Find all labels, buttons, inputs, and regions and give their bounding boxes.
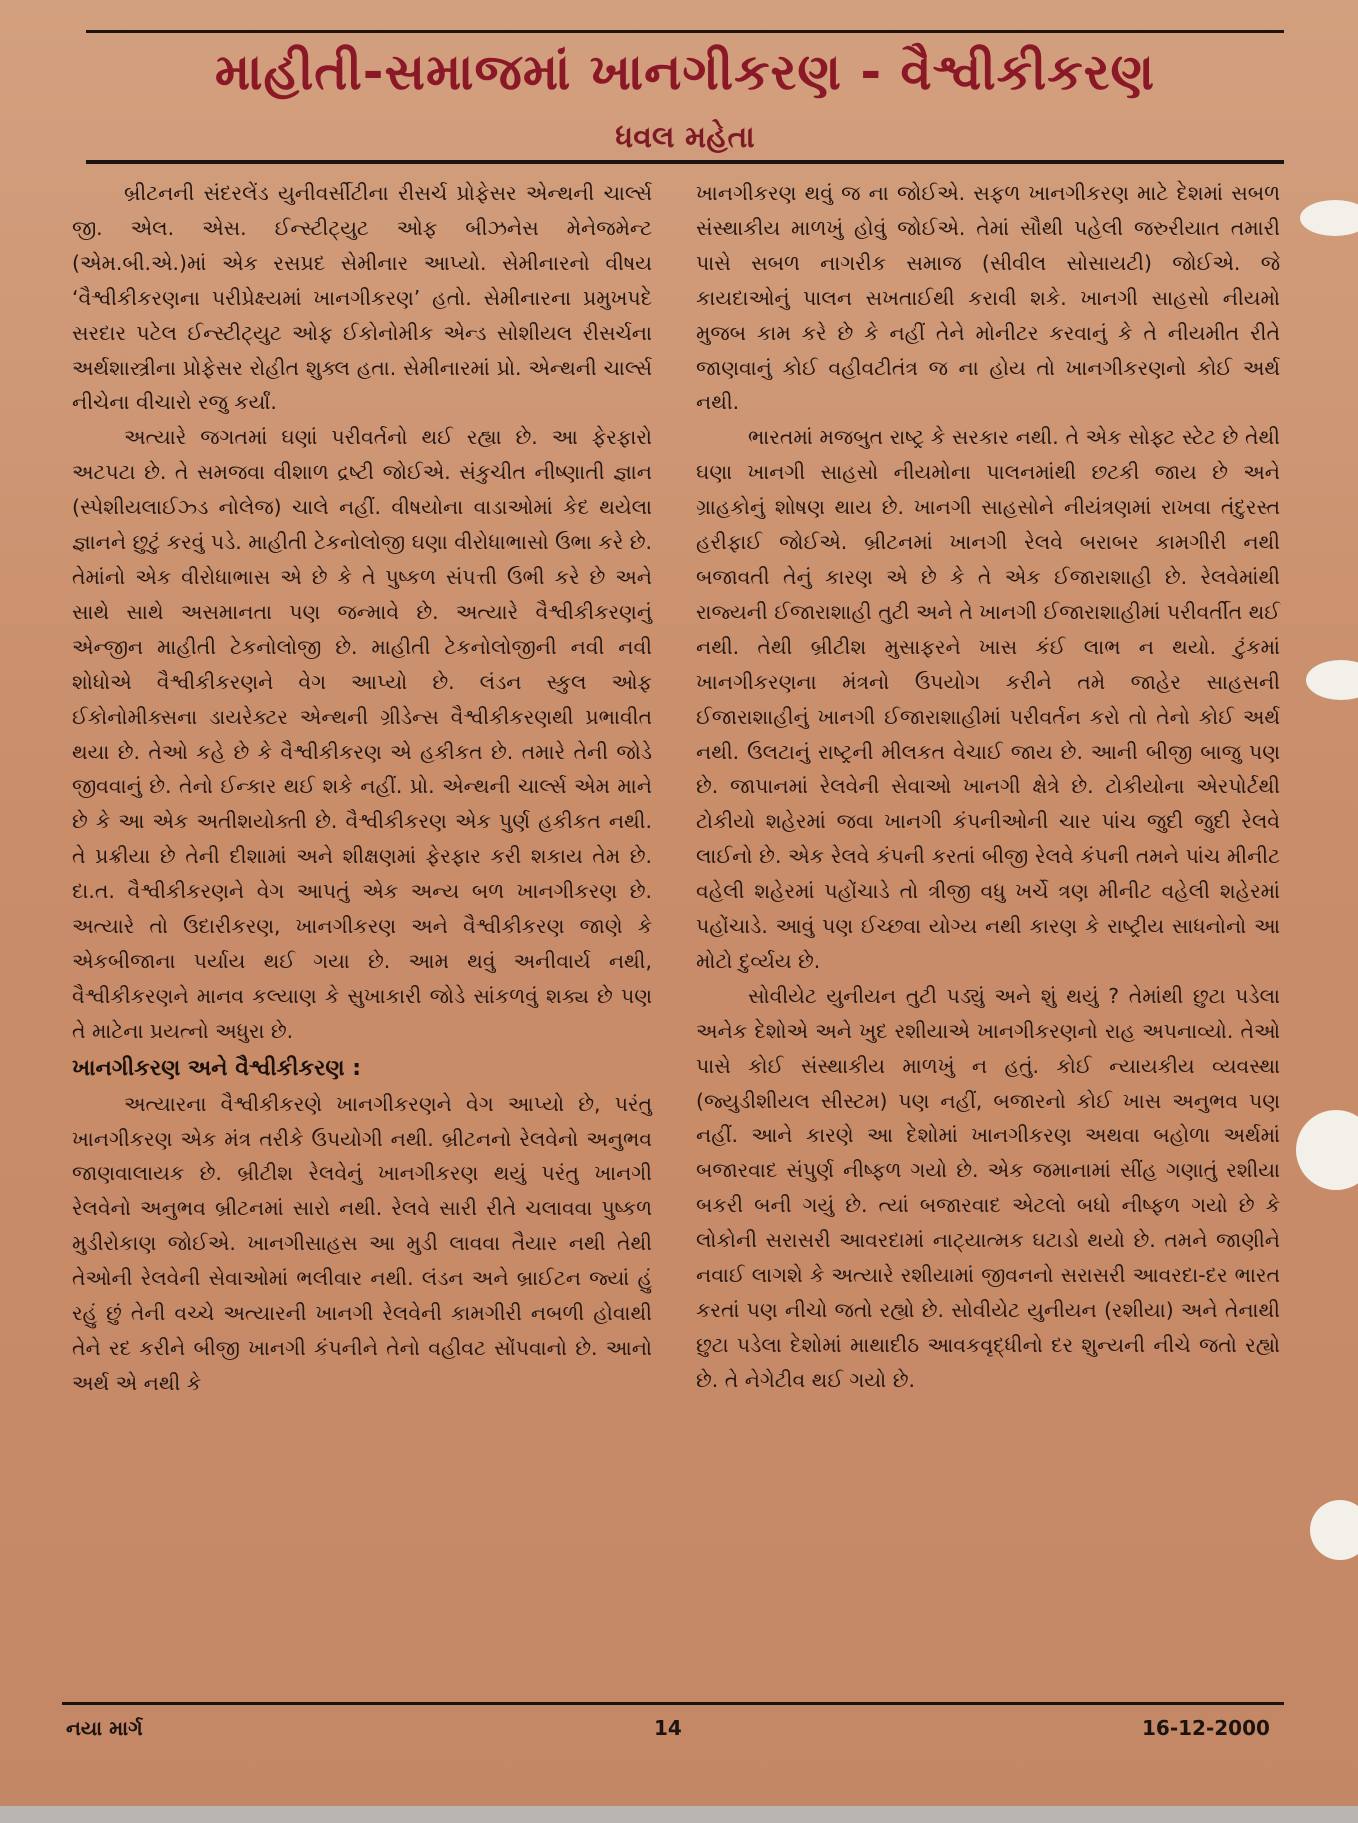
paragraph: અત્યારના વૈશ્વીકીકરણે ખાનગીકરણને વેગ આપ્યો છે, પરંતુ ખાનગીકરણ એક મંત્ર તરીકે ઉપયોગી નથી. બ્રીટનનો રેલવેનો અનુભવ જાણવાલાયક છે. બ્રીટીશ રેલવેનું ખાનગીકરણ થયું પરંતુ ખાનગી રેલવેનો અનુભવ બ્રીટનમાં સારો નથી. રેલવે સારી રીતે ચલાવવા પુષ્કળ મુડીરોકાણ જોઈએ. ખાનગીસાહસ આ મુડી લાવવા તૈયાર નથી તેથી તેઓની રેલવેની સેવાઓમાં ભલીવાર નથી. લંડન અને બ્રાઈટન જ્યાં હું રહું છું તેની વચ્ચે અત્યારની ખાનગી રેલવેની કામગીરી નબળી હોવાથી તેને રદ કરીને બીજી ખાનગી કંપનીને તેનો વહીવટ સોંપવાનો છે. આનો અર્થ એ નથી કે [72,1091,652,1395]
paragraph: સોવીયેટ યુનીયન તુટી પડ્યું અને શું થયું ? તેમાંથી છુટા પડેલા અનેક દેશોએ અને ખુદ રશીયાએ ખાનગીકરણનો રાહ અપનાવ્યો. તેઓ પાસે કોઈ સંસ્થાકીય માળખું ન હતું. કોઈ ન્યાયકીય વ્યવસ્થા (જ્યુડીશીયલ સીસ્ટમ) પણ નહીં, બજારનો કોઈ ખાસ અનુભવ પણ નહીં. આને કારણે આ દેશોમાં ખાનગીકરણ અથવા બહોળા અર્થમાં બજારવાદ સંપુર્ણ નીષ્ફળ ગયો છે. એક જમાનામાં સીંહ ગણાતું રશીયા બકરી બની ગયું છે. ત્યાં બજારવાદ એટલો બધો નીષ્ફળ ગયો છે કે લોકોની સરાસરી આવરદામાં નાટ્યાત્મક ઘટાડો થયો છે. તમને જાણીને નવાઈ લાગશે કે અત્યારે રશીયામાં જીવનનો સરાસરી આવરદા-દર ભારત કરતાં પણ નીચો જતો રહ્યો છે. સોવીયેટ યુનીયન (રશીયા) અને તેનાથી છુટા પડેલા દેશોમાં માથાદીઠ આવકવૃદ્ધીનો દર શુન્યની નીચે જતો રહ્યો છે. તે નેગેટીવ થઈ ગયો છે. [696,983,1280,1392]
author-name: ધવલ મહેતા [615,120,755,155]
top-rule [86,30,1284,33]
paragraph: ભારતમાં મજબુત રાષ્ટ્ર કે સરકાર નથી. તે એક સોફ્ટ સ્ટેટ છે તેથી ઘણા ખાનગી સાહસો નીયમોના પાલનમાંથી છટકી જાય છે અને ગ્રાહકોનું શોષણ થાય છે. ખાનગી સાહસોને નીયંત્રણમાં રાખવા તંદુરસ્ત હરીફાઈ જોઈએ. બ્રીટનમાં ખાનગી રેલવે બરાબર કામગીરી નથી બજાવતી તેનું કારણ એ છે કે તે એક ઈજારાશાહી છે. રેલવેમાંથી રાજ્યની ઈજારાશાહી તુટી અને તે ખાનગી ઈજારાશાહીમાં પરીવર્તીત થઈ નથી. તેથી બ્રીટીશ મુસાફરને ખાસ કંઈ લાભ ન થયો. ટુંકમાં ખાનગીકરણના મંત્રનો ઉપયોગ કરીને તમે જાહેર સાહસની ઈજારાશાહીનું ખાનગી ઈજારાશાહીમાં પરીવર્તન કરો તો તેનો કોઈ અર્થ નથી. ઉલટાનું રાષ્ટ્રની મીલકત વેચાઈ જાય છે. આની બીજી બાજુ પણ છે. જાપાનમાં રેલવેની સેવાઓ ખાનગી ક્ષેત્રે છે. ટોકીયોના એરપોર્ટથી ટોકીયો શહેરમાં જવા ખાનગી કંપનીઓની ચાર પાંચ જુદી જુદી રેલવે લાઈનો છે. એક રેલવે કંપની કરતાં બીજી રેલવે કંપની તમને પાંચ મીનીટ વહેલી શહેરમાં પહોંચાડે તો ત્રીજી વધુ ખર્ચે ત્રણ મીનીટ વહેલી શહેરમાં પહોંચાડે. આવું પણ ઈચ્છવા યોગ્ય નથી કારણ કે રાષ્ટ્રીય સાધનોનો આ મોટો દુર્વ્યય છે. [696,425,1280,973]
right-column [696,176,1280,1398]
paragraph: ખાનગીકરણ થવું જ ના જોઈએ. સફળ ખાનગીકરણ માટે દેશમાં સબળ સંસ્થાકીય માળખું હોવું જોઈએ. તેમાં સૌથી પહેલી જરુરીયાત તમારી પાસે સબળ નાગરીક સમાજ (સીવીલ સોસાયટી) જોઈએ. જે કાયદાઓનું પાલન સખતાઈથી કરાવી શકે. ખાનગી સાહસો નીયમો મુજબ કામ કરે છે કે નહીં તેને મોનીટર કરવાનું કે તે નીયમીત રીતે જાણવાનું કોઈ વહીવટીતંત્ર જ ના હોય તો ખાનગીકરણનો કોઈ અર્થ નથી. [696,181,1280,415]
publication-name: નયા માર્ગ [66,1716,143,1740]
page-number: 14 [654,1716,682,1740]
scan-edge [0,1806,1358,1823]
paragraph: અત્યારે જગતમાં ઘણાં પરીવર્તનો થઈ રહ્યા છે. આ ફેરફારો અટપટા છે. તે સમજવા વીશાળ દ્રષ્ટી જોઈએ. સંકુચીત નીષ્ણાતી જ્ઞાન (સ્પેશીયલાઈઝ્ડ નોલેજ) ચાલે નહીં. વીષયોના વાડાઓમાં કેદ થયેલા જ્ઞાનને છુટું કરવું પડે. માહીતી ટેકનોલોજી ઘણા વીરોધાભાસો ઉભા કરે છે. તેમાંનો એક વીરોધાભાસ એ છે કે તે પુષ્કળ સંપત્તી ઉભી કરે છે અને સાથે સાથે અસમાનતા પણ જન્માવે છે. અત્યારે વૈશ્વીકીકરણનું એન્જીન માહીતી ટેકનોલોજી છે. માહીતી ટેકનોલોજીની નવી નવી શોધોએ વૈશ્વીકીકરણને વેગ આપ્યો છે. લંડન સ્કુલ ઓફ ઈકોનોમીક્સના ડાયરેક્ટર એન્થની ગ્રીડેન્સ વૈશ્વીકીકરણથી પ્રભાવીત થયા છે. તેઓ કહે છે કે વૈશ્વીકીકરણ એ હકીકત છે. તમારે તેની જોડે જીવવાનું છે. તેનો ઈન્કાર થઈ શકે નહીં. પ્રો. એન્થની ચાર્લ્સ એમ માને છે કે આ એક અતીશયોક્તી છે. વૈશ્વીકીકરણ એક પુર્ણ હકીકત નથી. તે પ્રક્રીયા છે તેની દીશામાં અને શીક્ષણમાં ફેરફાર કરી શકાય તેમ છે. દા.ત. વૈશ્વીકીકરણને વેગ આપતું એક અન્ય બળ ખાનગીકરણ છે. અત્યારે તો ઉદારીકરણ, ખાનગીકરણ અને વૈશ્વીકીકરણ જાણે કે એકબીજાના પર્યાય થઈ ગયા છે. આમ થવું અનીવાર્ય નથી, વૈશ્વીકીકરણને માનવ કલ્યાણ કે સુખાકારી જોડે સાંકળવું શક્ય છે પણ તે માટેના પ્રયત્નો અધુરા છે. [72,425,652,1043]
footer-rule [62,1702,1284,1705]
left-column [72,176,652,1401]
title-rule [86,160,1284,164]
article-title: માહીતી-સમાજમાં ખાનગીકરણ - વૈશ્વીકીકરણ [214,43,1156,101]
section-heading: ખાનગીકરણ અને વૈશ્વીકીકરણ : [72,1055,362,1081]
issue-date: 16-12-2000 [1142,1716,1270,1740]
paragraph: બ્રીટનની સંદરલેંડ યુનીવર્સીટીના રીસર્ચ પ્રોફેસર એન્થની ચાર્લ્સ જી. એલ. એસ. ઈન્સ્ટીટ્યુટ ઓફ બીઝનેસ મેનેજમેન્ટ (એમ.બી.એ.)માં એક રસપ્રદ સેમીનાર આપ્યો. સેમીનારનો વીષય ‘વૈશ્વીકીકરણના પરીપ્રેક્ષ્યમાં ખાનગીકરણ’ હતો. સેમીનારના પ્રમુખપદે સરદાર પટેલ ઈન્સ્ટીટ્યુટ ઓફ ઈકોનોમીક એન્ડ સોશીયલ રીસર્ચના અર્થશાસ્ત્રીના પ્રોફેસર રોહીત શુક્લ હતા. સેમીનારમાં પ્રો. એન્થની ચાર્લ્સ નીચેના વીચારો રજુ કર્યાં. [72,181,652,415]
